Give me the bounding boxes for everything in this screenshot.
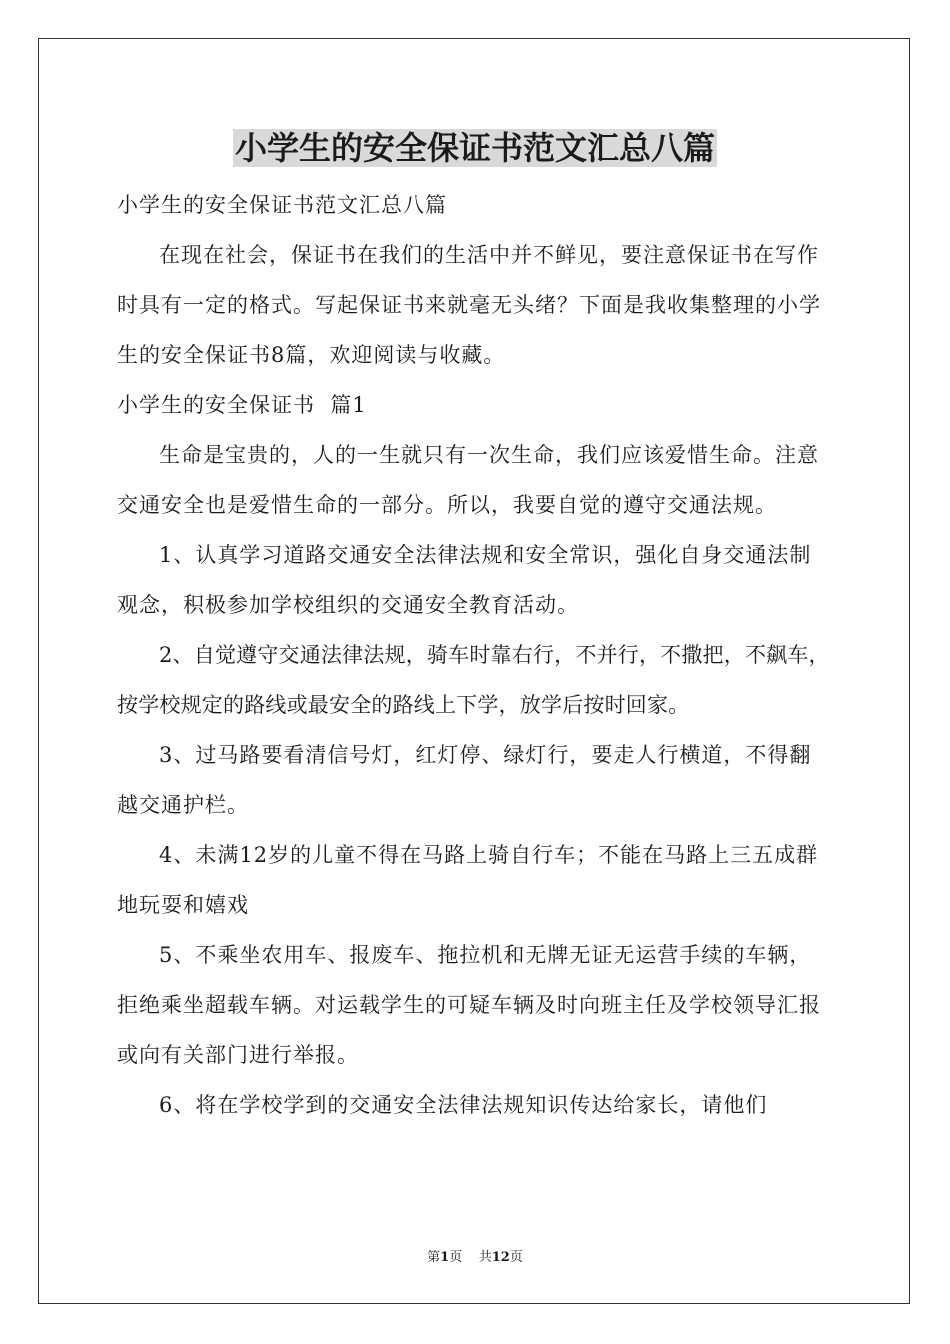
total-prefix: 共: [478, 1250, 492, 1265]
total-pages: 12: [491, 1250, 510, 1265]
paragraph-6: 5、不乘坐农用车、报废车、拖拉机和无牌无证无运营手续的车辆，拒绝乘坐超载车辆。对运载学生的可疑车辆及时向班主任及学校领导汇报或向有关部门进行举报。: [117, 943, 821, 1067]
page-prefix: 第: [427, 1250, 441, 1265]
paragraph-1: 生命是宝贵的，人的一生就只有一次生命，我们应该爱惜生命。注意交通安全也是爱惜生命的一部分。所以，我要自觉的遵守交通法规。: [117, 443, 819, 517]
paragraph-3: 2、自觉遵守交通法律法规，骑车时靠右行，不并行，不撒把，不飙车，按学校规定的路线或最安全的路线上下学，放学后按时回家。: [117, 643, 830, 717]
page-footer: [0, 1246, 950, 1265]
page-number: 1: [440, 1250, 450, 1265]
total-suffix: 页: [509, 1250, 523, 1265]
paragraph-4: 3、过马路要看清信号灯，红灯停、绿灯行，要走人行横道，不得翻越交通护栏。: [117, 743, 812, 817]
paragraph-2: 1、认真学习道路交通安全法律法规和安全常识，强化自身交通法制观念，积极参加学校组织的交通安全教育活动。: [117, 543, 812, 617]
document-body: [117, 124, 833, 1130]
document-subtitle: 小学生的安全保证书范文汇总八篇: [117, 193, 447, 217]
intro-paragraph: 在现在社会，保证书在我们的生活中并不鲜见，要注意保证书在写作时具有一定的格式。写起保证书来就毫无头绪？下面是我收集整理的小学生的安全保证书8篇，欢迎阅读与收藏。: [117, 243, 821, 367]
document-title: 小学生的安全保证书范文汇总八篇: [234, 129, 715, 167]
section-heading: 小学生的安全保证书 篇1: [117, 393, 367, 417]
page-suffix: 页: [449, 1250, 463, 1265]
paragraph-5: 4、未满12岁的儿童不得在马路上骑自行车；不能在马路上三五成群地玩耍和嬉戏: [117, 843, 819, 917]
paragraph-7: 6、将在学校学到的交通安全法律法规知识传达给家长，请他们: [159, 1093, 768, 1117]
